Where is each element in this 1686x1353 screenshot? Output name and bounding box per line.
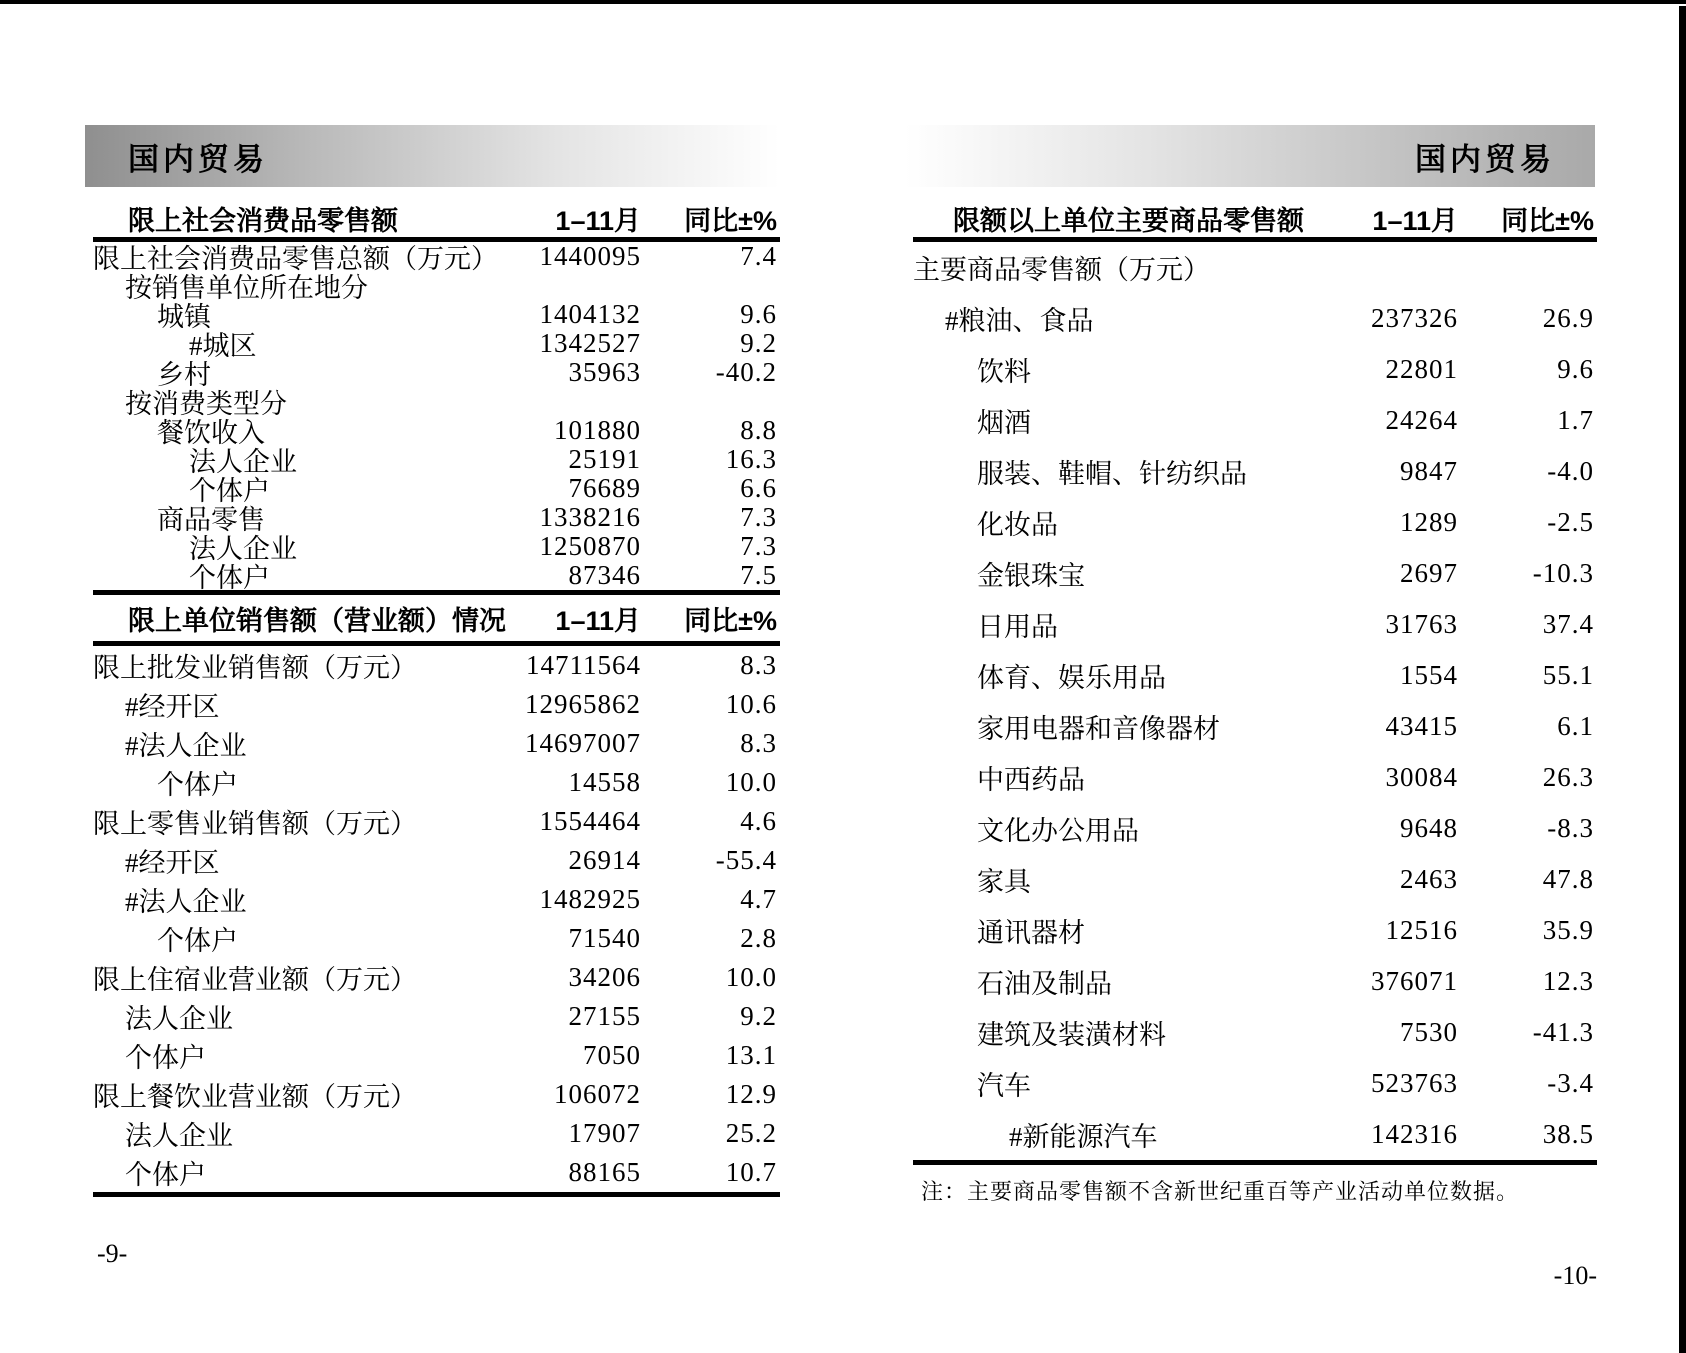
row-value-period: 87346 — [568, 560, 641, 590]
row-value-period: 30084 — [1385, 762, 1458, 792]
row-label: #经开区 — [125, 848, 220, 878]
row-label: 商品零售 — [157, 505, 265, 535]
row-value-yoy: -41.3 — [1532, 1017, 1594, 1047]
table-row — [913, 1007, 1597, 1058]
right-tables — [913, 200, 1597, 1291]
row-value-yoy: 8.8 — [740, 415, 777, 445]
table-row — [93, 919, 780, 958]
row-value-yoy: 9.6 — [1557, 354, 1594, 384]
table-header-row — [93, 200, 780, 242]
page-number: -9- — [97, 1239, 128, 1268]
row-value-period: 25191 — [568, 444, 641, 474]
row-label: 法人企业 — [125, 1004, 233, 1034]
row-value-yoy: 12.9 — [725, 1079, 777, 1109]
column-header-yoy: 同比±% — [684, 206, 777, 236]
row-value-yoy: 16.3 — [725, 444, 777, 474]
table-row — [93, 560, 780, 593]
row-label: 烟酒 — [977, 408, 1031, 438]
table-row — [93, 1036, 780, 1075]
row-value-period: 71540 — [568, 923, 641, 953]
row-label: 个体户 — [125, 1043, 206, 1073]
row-value-period: 14697007 — [525, 728, 641, 758]
table-row — [913, 1109, 1597, 1160]
row-value-period: 34206 — [568, 962, 641, 992]
row-label: 家具 — [977, 867, 1031, 897]
row-value-period: 237326 — [1371, 303, 1458, 333]
table-row — [913, 293, 1597, 344]
page-left — [85, 125, 780, 1269]
row-value-period: 43415 — [1385, 711, 1458, 741]
table-row — [913, 905, 1597, 956]
row-value-yoy: 8.3 — [740, 650, 777, 680]
row-value-period: 523763 — [1371, 1068, 1458, 1098]
row-label: 饮料 — [977, 357, 1031, 387]
table-row — [913, 803, 1597, 854]
column-header-yoy: 同比±% — [1501, 206, 1594, 236]
row-value-period: 1338216 — [539, 502, 641, 532]
table-row — [913, 395, 1597, 446]
row-label: 限上零售业销售额（万元） — [93, 809, 417, 839]
table-row — [93, 802, 780, 841]
table-row — [93, 841, 780, 880]
row-value-yoy: -10.3 — [1532, 558, 1594, 588]
table-row — [913, 854, 1597, 905]
row-label: #城区 — [189, 331, 257, 361]
row-value-yoy: 9.2 — [740, 328, 777, 358]
row-label: 文化办公用品 — [977, 816, 1139, 846]
row-value-period: 1250870 — [539, 531, 641, 561]
row-value-period: 9847 — [1400, 456, 1458, 486]
table-body — [913, 242, 1597, 1165]
row-label: 建筑及装潢材料 — [977, 1020, 1166, 1050]
row-label: 法人企业 — [125, 1121, 233, 1151]
row-label: 个体户 — [189, 476, 270, 506]
row-value-period: 106072 — [554, 1079, 641, 1109]
row-label: #经开区 — [125, 692, 220, 722]
table-retail-sales — [93, 200, 780, 595]
row-value-yoy: 7.5 — [740, 560, 777, 590]
row-value-yoy: 35.9 — [1542, 915, 1594, 945]
row-label: 限上社会消费品零售总额（万元） — [93, 244, 498, 274]
table-row — [913, 599, 1597, 650]
row-value-period: 1404132 — [539, 299, 641, 329]
section-header-bar — [905, 125, 1595, 187]
row-label: #法人企业 — [125, 887, 247, 917]
row-value-period: 31763 — [1385, 609, 1458, 639]
column-header-period: 1–11月 — [555, 605, 641, 636]
table-row — [913, 497, 1597, 548]
row-value-period: 1289 — [1400, 507, 1458, 537]
section-title: 国内贸易 — [1415, 141, 1555, 177]
row-label: 体育、娱乐用品 — [977, 663, 1166, 693]
scan-top-edge-line — [0, 0, 1686, 4]
table-row — [93, 646, 780, 685]
table-row — [93, 997, 780, 1036]
row-label: 个体户 — [125, 1160, 206, 1190]
left-tables — [93, 200, 780, 1197]
table-row — [93, 685, 780, 724]
table-body — [93, 242, 780, 595]
row-value-period: 7050 — [583, 1040, 641, 1070]
row-label: 按销售单位所在地分 — [125, 273, 368, 303]
row-label: 中西药品 — [977, 765, 1085, 795]
table-row — [913, 548, 1597, 599]
row-label: 个体户 — [189, 563, 270, 593]
section-header-bar — [85, 125, 780, 187]
table-row — [93, 1075, 780, 1114]
row-value-period: 88165 — [568, 1157, 641, 1187]
row-label: 限上住宿业营业额（万元） — [93, 965, 417, 995]
table-unit-sales — [93, 595, 780, 1197]
row-value-period: 12965862 — [525, 689, 641, 719]
table-row — [93, 763, 780, 802]
row-value-yoy: 13.1 — [725, 1040, 777, 1070]
row-value-yoy: 7.3 — [740, 502, 777, 532]
table-row — [913, 752, 1597, 803]
row-value-period: 22801 — [1385, 354, 1458, 384]
row-value-yoy: 6.1 — [1557, 711, 1594, 741]
row-value-period: 142316 — [1371, 1119, 1458, 1149]
row-value-yoy: 6.6 — [740, 473, 777, 503]
row-value-yoy: 7.3 — [740, 531, 777, 561]
row-value-yoy: 2.8 — [740, 923, 777, 953]
row-value-period: 76689 — [568, 473, 641, 503]
table-title: 限上单位销售额（营业额）情况 — [128, 605, 506, 636]
row-value-yoy: -4.0 — [1547, 456, 1594, 486]
row-value-yoy: 9.2 — [740, 1001, 777, 1031]
table-row — [913, 1058, 1597, 1109]
table-title: 限上社会消费品零售额 — [128, 206, 398, 236]
row-label: 个体户 — [157, 770, 238, 800]
row-value-period: 27155 — [568, 1001, 641, 1031]
row-value-yoy: 10.7 — [725, 1157, 777, 1187]
row-value-period: 1482925 — [539, 884, 641, 914]
row-value-period: 9648 — [1400, 813, 1458, 843]
row-value-period: 7530 — [1400, 1017, 1458, 1047]
row-value-yoy: -55.4 — [715, 845, 777, 875]
row-value-yoy: 10.6 — [725, 689, 777, 719]
row-value-yoy: 4.7 — [740, 884, 777, 914]
row-value-period: 1440095 — [539, 241, 641, 271]
row-value-yoy: 7.4 — [740, 241, 777, 271]
row-value-period: 35963 — [568, 357, 641, 387]
table-row — [913, 344, 1597, 395]
row-value-yoy: -3.4 — [1547, 1068, 1594, 1098]
row-value-yoy: 37.4 — [1542, 609, 1594, 639]
row-value-yoy: 8.3 — [740, 728, 777, 758]
table-row — [913, 650, 1597, 701]
row-label: #法人企业 — [125, 731, 247, 761]
row-label: #粮油、食品 — [945, 306, 1094, 336]
row-label: 金银珠宝 — [977, 561, 1085, 591]
row-value-period: 26914 — [568, 845, 641, 875]
row-value-yoy: 1.7 — [1557, 405, 1594, 435]
table-row — [93, 880, 780, 919]
row-value-yoy: -8.3 — [1547, 813, 1594, 843]
row-value-period: 101880 — [554, 415, 641, 445]
row-label: 日用品 — [977, 612, 1058, 642]
row-value-period: 12516 — [1385, 915, 1458, 945]
row-label: 城镇 — [157, 302, 211, 332]
row-value-period: 2697 — [1400, 558, 1458, 588]
row-label: 限上餐饮业营业额（万元） — [93, 1082, 417, 1112]
section-title: 国内贸易 — [128, 141, 268, 177]
row-label: 限上批发业销售额（万元） — [93, 653, 417, 683]
row-value-yoy: 55.1 — [1542, 660, 1594, 690]
table-body — [93, 646, 780, 1197]
table-header-row — [913, 200, 1597, 242]
table-footnote: 注：主要商品零售额不含新世纪重百等产业活动单位数据。 — [921, 1179, 1520, 1204]
page-right — [905, 125, 1597, 1291]
table-row — [913, 446, 1597, 497]
row-value-period: 14711564 — [526, 650, 641, 680]
table-row — [913, 242, 1597, 293]
table-header-row — [93, 595, 780, 646]
row-label: 家用电器和音像器材 — [977, 714, 1220, 744]
row-label: 通讯器材 — [977, 918, 1085, 948]
row-value-yoy: 4.6 — [740, 806, 777, 836]
row-label: #新能源汽车 — [1009, 1122, 1158, 1152]
row-value-yoy: 9.6 — [740, 299, 777, 329]
row-label: 化妆品 — [977, 510, 1058, 540]
row-value-period: 24264 — [1385, 405, 1458, 435]
row-label: 汽车 — [977, 1071, 1031, 1101]
row-value-period: 1342527 — [539, 328, 641, 358]
row-value-yoy: -40.2 — [715, 357, 777, 387]
table-title: 限额以上单位主要商品零售额 — [953, 206, 1304, 236]
row-value-yoy: 10.0 — [725, 962, 777, 992]
column-header-yoy: 同比±% — [684, 605, 777, 636]
row-label: 主要商品零售额（万元） — [913, 255, 1210, 285]
row-value-period: 1554464 — [539, 806, 641, 836]
row-label: 法人企业 — [189, 447, 297, 477]
row-label: 服装、鞋帽、针纺织品 — [977, 459, 1247, 489]
row-label: 石油及制品 — [977, 969, 1112, 999]
row-value-yoy: -2.5 — [1547, 507, 1594, 537]
row-label: 法人企业 — [189, 534, 297, 564]
row-value-yoy: 12.3 — [1542, 966, 1594, 996]
table-row — [913, 701, 1597, 752]
page-number: -10- — [1553, 1261, 1597, 1290]
row-value-yoy: 25.2 — [725, 1118, 777, 1148]
row-value-yoy: 10.0 — [725, 767, 777, 797]
row-value-period: 14558 — [568, 767, 641, 797]
table-major-commodities — [913, 200, 1597, 1165]
row-label: 按消费类型分 — [125, 389, 287, 419]
row-label: 餐饮收入 — [157, 418, 265, 448]
column-header-period: 1–11月 — [555, 206, 641, 236]
table-row — [93, 724, 780, 763]
column-header-period: 1–11月 — [1372, 206, 1458, 236]
row-value-period: 17907 — [568, 1118, 641, 1148]
row-value-period: 2463 — [1400, 864, 1458, 894]
row-label: 个体户 — [157, 926, 238, 956]
table-row — [93, 958, 780, 997]
table-row — [93, 1114, 780, 1153]
table-row — [93, 1153, 780, 1192]
row-value-yoy: 47.8 — [1542, 864, 1594, 894]
row-value-period: 1554 — [1400, 660, 1458, 690]
scan-right-edge-line — [1679, 6, 1686, 1353]
row-value-yoy: 26.3 — [1542, 762, 1594, 792]
table-row — [913, 956, 1597, 1007]
row-value-period: 376071 — [1371, 966, 1458, 996]
row-value-yoy: 38.5 — [1542, 1119, 1594, 1149]
row-label: 乡村 — [157, 360, 211, 390]
row-value-yoy: 26.9 — [1542, 303, 1594, 333]
